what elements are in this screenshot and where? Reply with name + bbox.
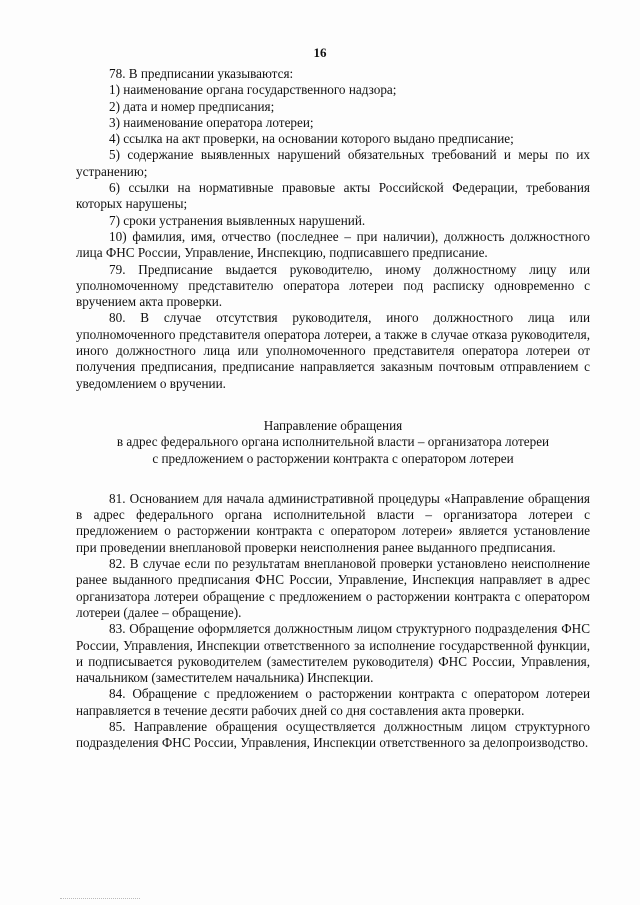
paragraph: 85. Направление обращения осуществляется должностным лицом структурного подразделения ФНС России, Управления, Инспекции ответственного за делопроизводство. bbox=[76, 718, 590, 751]
paragraph: 80. В случае отсутствия руководителя, иного должностного лица или уполномоченного представителя оператора лотереи, а также в случае отказа руководителя, иного должностного лица или уполномоченного представителя оператора лотереи от получения предписания, предписание направляется заказным почтовым отправлением с уведомлением о вручении. bbox=[76, 310, 590, 391]
document-body bbox=[76, 66, 590, 752]
paragraph: 10) фамилия, имя, отчество (последнее – при наличии), должность должностного лица ФНС России, Управление, Инспекцию, подписавшего предписание. bbox=[76, 228, 590, 261]
paragraph: 82. В случае если по результатам внеплановой проверки установлено неисполнение ранее выданного предписания ФНС России, Управление, Инспекция направляет в адрес организатора лотереи обращение с предложением о расторжении контракта с оператором лотереи (далее – обращение). bbox=[76, 556, 590, 620]
paragraph: 79. Предписание выдается руководителю, иному должностному лицу или уполномоченному представителю оператора лотереи под расписку одновременно с вручением акта проверки. bbox=[76, 261, 590, 310]
paragraph: 2) дата и номер предписания; bbox=[109, 98, 275, 114]
section-heading-line: в адрес федерального органа исполнительной власти – организатора лотереи bbox=[116, 434, 550, 450]
paragraph: 81. Основанием для начала административной процедуры «Направление обращения в адрес федерального органа исполнительной власти – организатора лотереи с предложением о расторжении контракта с оператором лотереи» является установление при проведении внеплановой проверки неисполнения ранее выданного предписания. bbox=[76, 490, 590, 555]
section-heading bbox=[76, 418, 590, 467]
paragraph: 1) наименование органа государственного надзора; bbox=[109, 82, 397, 98]
paragraphs-bottom bbox=[76, 491, 590, 752]
paragraph: 7) сроки устранения выявленных нарушений. bbox=[109, 212, 366, 228]
scan-artifact bbox=[60, 896, 140, 899]
paragraph: 83. Обращение оформляется должностным лицом структурного подразделения ФНС России, Управления, Инспекции ответственного за исполнение государственной функции, и подписывается руководителем (заместителем руководителя) ФНС России, Управления, начальником (заместителем начальника) Инспекции. bbox=[76, 621, 590, 686]
page-number: 16 bbox=[313, 45, 327, 60]
paragraph: 3) наименование оператора лотереи; bbox=[109, 114, 314, 130]
paragraph: 84. Обращение с предложением о расторжении контракта с оператором лотереи направляется в течение десяти рабочих дней со дня составления акта проверки. bbox=[76, 686, 590, 718]
paragraph: 5) содержание выявленных нарушений обязательных требований и меры по их устранению; bbox=[76, 147, 590, 179]
section-heading-line: Направление обращения bbox=[263, 417, 403, 433]
paragraph: 4) ссылка на акт проверки, на основании которого выдано предписание; bbox=[109, 131, 514, 147]
paragraphs-top bbox=[76, 66, 590, 392]
section-heading-line: с предложением о расторжении контракта с оператором лотереи bbox=[152, 450, 514, 466]
paragraph: 6) ссылки на нормативные правовые акты Российской Федерации, требования которых нарушены; bbox=[76, 180, 590, 212]
paragraph: 78. В предписании указываются: bbox=[109, 66, 294, 81]
